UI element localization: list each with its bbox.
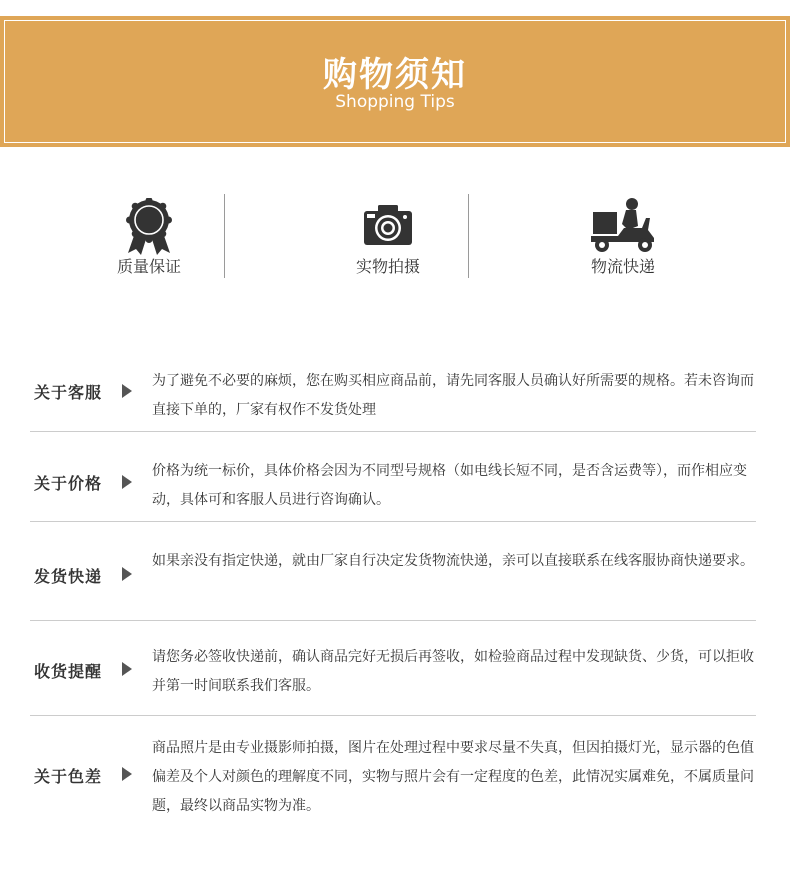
camera-icon (353, 198, 423, 256)
arrow-right-icon (122, 767, 132, 781)
tip-title: 发货快递 (34, 567, 103, 586)
arrow-right-icon (122, 475, 132, 489)
tip-receiving (30, 643, 756, 703)
award-ribbon-icon (114, 198, 184, 256)
tip-text: 请您务必签收快递前，确认商品完好无损后再签收，如检验商品过程中发现缺货、少货，可以拒收并第一时间联系我们客服。 (152, 649, 754, 694)
tip-divider (30, 521, 756, 522)
tip-text: 为了避免不必要的麻烦，您在购买相应商品前，请先同客服人员确认好所需要的规格。若未咨询而直接下单的，厂家有权作不发货处理 (152, 373, 754, 418)
page-title: 购物须知 (323, 55, 467, 95)
page-subtitle: Shopping Tips (335, 92, 455, 112)
arrow-right-icon (122, 662, 132, 676)
tip-customer-service (30, 367, 756, 427)
delivery-scooter-icon (588, 198, 658, 256)
tip-title: 关于色差 (34, 767, 103, 786)
tip-price (30, 457, 756, 517)
tip-divider (30, 715, 756, 716)
feature-divider (468, 194, 469, 278)
tip-text: 价格为统一标价，具体价格会因为不同型号规格（如电线长短不同，是否含运费等），而作相应变动，具体可和客服人员进行咨询确认。 (152, 463, 747, 508)
feature-label-real-photo: 实物拍摄 (355, 257, 420, 276)
tip-title: 关于价格 (34, 474, 103, 493)
feature-quality (69, 180, 229, 290)
tip-text: 如果亲没有指定快递，就由厂家自行决定发货物流快递，亲可以直接联系在线客服协商快递要求。 (152, 553, 754, 569)
tip-divider (30, 620, 756, 621)
tip-divider (30, 431, 756, 432)
feature-label-logistics: 物流快递 (590, 257, 655, 276)
tip-color-difference (30, 734, 756, 824)
header-banner (0, 16, 790, 147)
features-row (0, 180, 790, 290)
feature-label-quality: 质量保证 (116, 257, 181, 276)
feature-real-photo (308, 180, 468, 290)
tip-shipping (30, 547, 756, 607)
tip-text: 商品照片是由专业摄影师拍摄，图片在处理过程中要求尽量不失真，但因拍摄灯光，显示器的色值偏差及个人对颜色的理解度不同，实物与照片会有一定程度的色差，此情况实属难免，不属质量问题，最终以商品实物为准。 (152, 740, 754, 814)
feature-divider (224, 194, 225, 278)
tip-title: 收货提醒 (34, 662, 103, 681)
arrow-right-icon (122, 567, 132, 581)
feature-logistics (543, 180, 703, 290)
tip-title: 关于客服 (34, 383, 103, 402)
arrow-right-icon (122, 384, 132, 398)
